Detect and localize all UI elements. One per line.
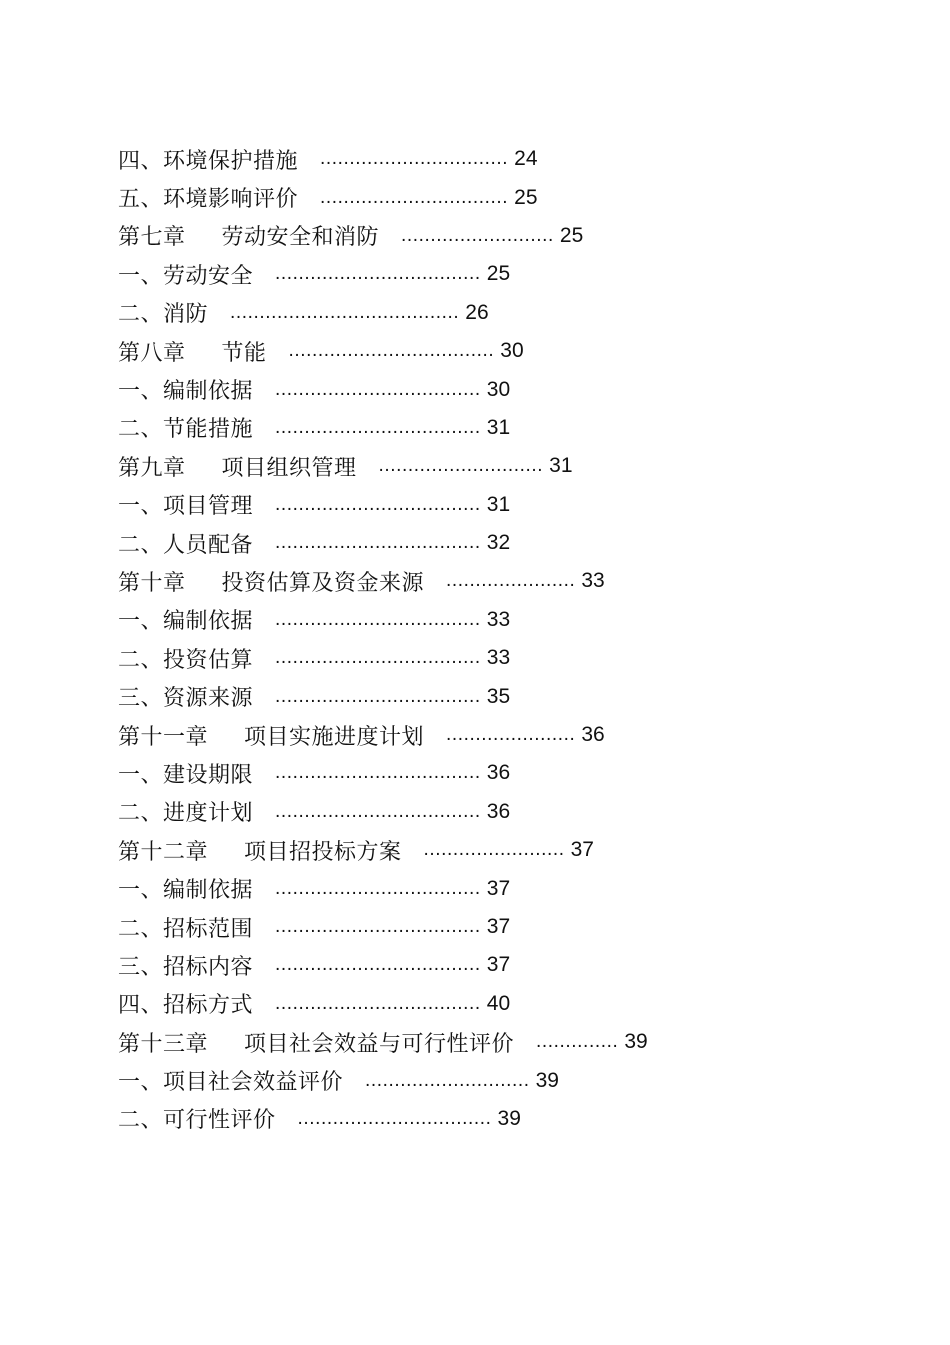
toc-section-entry[interactable]: [118, 140, 818, 178]
toc-dot-leader: ...................................: [275, 762, 481, 784]
toc-dot-leader: .......................................: [230, 301, 460, 323]
toc-page-number: 25: [559, 223, 584, 247]
toc-chapter-entry[interactable]: [118, 217, 818, 255]
toc-section-entry[interactable]: [118, 908, 818, 946]
toc-entry-title: 投资估算及资金来源: [221, 570, 425, 596]
toc-section-entry[interactable]: [118, 486, 818, 524]
toc-entry-label: 三、资源来源: [118, 686, 254, 712]
toc-dot-leader: ...................................: [275, 877, 481, 899]
toc-section-entry[interactable]: [118, 409, 818, 447]
toc-entry-label: 一、编制依据: [118, 878, 254, 904]
toc-page-number: 25: [486, 262, 511, 286]
toc-dot-leader: ..............: [536, 1031, 619, 1053]
toc-section-entry[interactable]: [118, 985, 818, 1023]
toc-dot-leader: ...................................: [275, 263, 481, 285]
toc-dot-leader: ...................................: [275, 493, 481, 515]
toc-page-number: 25: [514, 185, 538, 209]
toc-chapter-entry[interactable]: [118, 831, 818, 869]
toc-section-entry[interactable]: [118, 869, 818, 907]
toc-dot-leader: ............................: [378, 455, 544, 477]
toc-entry-title: 项目社会效益与可行性评价: [244, 1031, 515, 1057]
toc-entry-label: 五、环境影响评价: [118, 187, 299, 213]
toc-entry-label: 二、人员配备: [118, 532, 254, 558]
toc-chapter-entry[interactable]: [118, 332, 818, 370]
toc-entry-label: 第十三章: [118, 1031, 209, 1057]
toc-section-entry[interactable]: [118, 601, 818, 639]
toc-dot-leader: ...................................: [275, 992, 481, 1014]
toc-page-number: 32: [486, 531, 511, 555]
toc-entry-label: 一、劳动安全: [118, 263, 254, 289]
toc-section-entry[interactable]: [118, 946, 818, 984]
toc-entry-label: 第十章: [118, 570, 186, 596]
toc-entry-label: 二、进度计划: [118, 801, 254, 827]
toc-entry-label: 一、建设期限: [118, 762, 254, 788]
toc-chapter-entry[interactable]: [118, 1023, 818, 1061]
toc-entry-label: 第十一章: [118, 724, 209, 750]
toc-dot-leader: ...................................: [275, 608, 481, 630]
toc-page-number: 39: [497, 1106, 521, 1130]
toc-page-number: 39: [624, 1030, 648, 1054]
toc-entry-label: 二、投资估算: [118, 647, 254, 673]
toc-entry-label: 一、项目管理: [118, 494, 254, 520]
toc-section-entry[interactable]: [118, 370, 818, 408]
toc-dot-leader: ...................................: [275, 916, 481, 937]
toc-entry-label: 二、可行性评价: [118, 1108, 276, 1134]
toc-dot-leader: ..........................: [401, 224, 554, 246]
toc-page-number: 35: [486, 684, 511, 708]
toc-chapter-entry[interactable]: [118, 447, 818, 485]
toc-page-number: 36: [581, 723, 605, 747]
toc-section-entry[interactable]: [118, 639, 818, 677]
toc-page-number: 39: [535, 1068, 559, 1092]
toc-entry-title: 项目招投标方案: [244, 839, 402, 865]
toc-entry-label: 四、招标方式: [118, 993, 254, 1019]
toc-section-entry[interactable]: [118, 677, 818, 715]
toc-entry-label: 二、招标范围: [118, 916, 254, 942]
toc-entry-title: 项目组织管理: [221, 455, 357, 481]
toc-dot-leader: ................................: [320, 186, 509, 208]
toc-page-number: 31: [549, 454, 573, 478]
toc-section-entry[interactable]: [118, 294, 818, 332]
toc-chapter-entry[interactable]: [118, 562, 818, 600]
toc-section-entry[interactable]: [118, 178, 818, 216]
toc-dot-leader: ...................................: [288, 340, 495, 362]
toc-dot-leader: ............................: [365, 1069, 530, 1091]
toc-entry-label: 第七章: [118, 225, 186, 251]
toc-page-number: 33: [581, 569, 605, 593]
toc-dot-leader: ...................................: [275, 647, 481, 669]
toc-dot-leader: ...................................: [275, 378, 481, 400]
toc-section-entry[interactable]: [118, 255, 818, 293]
toc-page-number: 26: [465, 300, 489, 324]
toc-page-number: 36: [486, 761, 511, 785]
toc-section-entry[interactable]: [118, 1061, 818, 1099]
toc-dot-leader: ...................................: [275, 954, 481, 976]
toc-section-entry[interactable]: [118, 793, 818, 831]
toc-chapter-entry[interactable]: [118, 716, 818, 754]
table-of-contents: [118, 140, 818, 1138]
toc-page-number: 37: [486, 953, 511, 977]
toc-dot-leader: ................................: [320, 148, 509, 170]
toc-dot-leader: ...................................: [275, 685, 481, 707]
toc-page-number: 40: [486, 991, 511, 1015]
toc-page-number: 33: [486, 646, 511, 670]
toc-page-number: 37: [570, 838, 594, 862]
toc-page-number: 33: [486, 607, 511, 631]
toc-entry-title: 劳动安全和消防: [221, 225, 380, 251]
toc-entry-title: 项目实施进度计划: [244, 724, 425, 750]
toc-entry-label: 四、环境保护措施: [118, 148, 299, 174]
toc-page-number: 37: [486, 915, 511, 938]
toc-entry-label: 一、项目社会效益评价: [118, 1070, 344, 1096]
toc-dot-leader: ......................: [446, 724, 576, 746]
toc-section-entry[interactable]: [118, 1100, 818, 1138]
toc-entry-label: 一、编制依据: [118, 609, 254, 635]
toc-dot-leader: ...................................: [275, 416, 481, 438]
toc-page-number: 31: [486, 492, 511, 516]
toc-entry-label: 第十二章: [118, 839, 209, 865]
toc-entry-label: 一、编制依据: [118, 379, 254, 405]
toc-dot-leader: ........................: [423, 839, 565, 861]
toc-dot-leader: .................................: [297, 1107, 492, 1129]
toc-page-number: 37: [486, 876, 511, 900]
toc-dot-leader: ...................................: [275, 800, 481, 822]
toc-page-number: 36: [486, 799, 511, 823]
toc-dot-leader: ...................................: [275, 532, 481, 554]
toc-entry-label: 第八章: [118, 340, 186, 366]
toc-entry-label: 二、消防: [118, 302, 209, 328]
toc-entry-label: 三、招标内容: [118, 954, 254, 980]
toc-page-number: 30: [500, 339, 524, 363]
toc-entry-label: 第九章: [118, 455, 186, 481]
toc-entry-title: 节能: [221, 340, 267, 366]
toc-section-entry[interactable]: [118, 524, 818, 562]
toc-entry-label: 二、节能措施: [118, 417, 254, 443]
toc-section-entry[interactable]: [118, 754, 818, 792]
toc-page-number: 31: [486, 415, 511, 439]
toc-page-number: 24: [514, 147, 538, 171]
toc-page-number: 30: [486, 377, 511, 401]
toc-dot-leader: ......................: [446, 570, 576, 592]
